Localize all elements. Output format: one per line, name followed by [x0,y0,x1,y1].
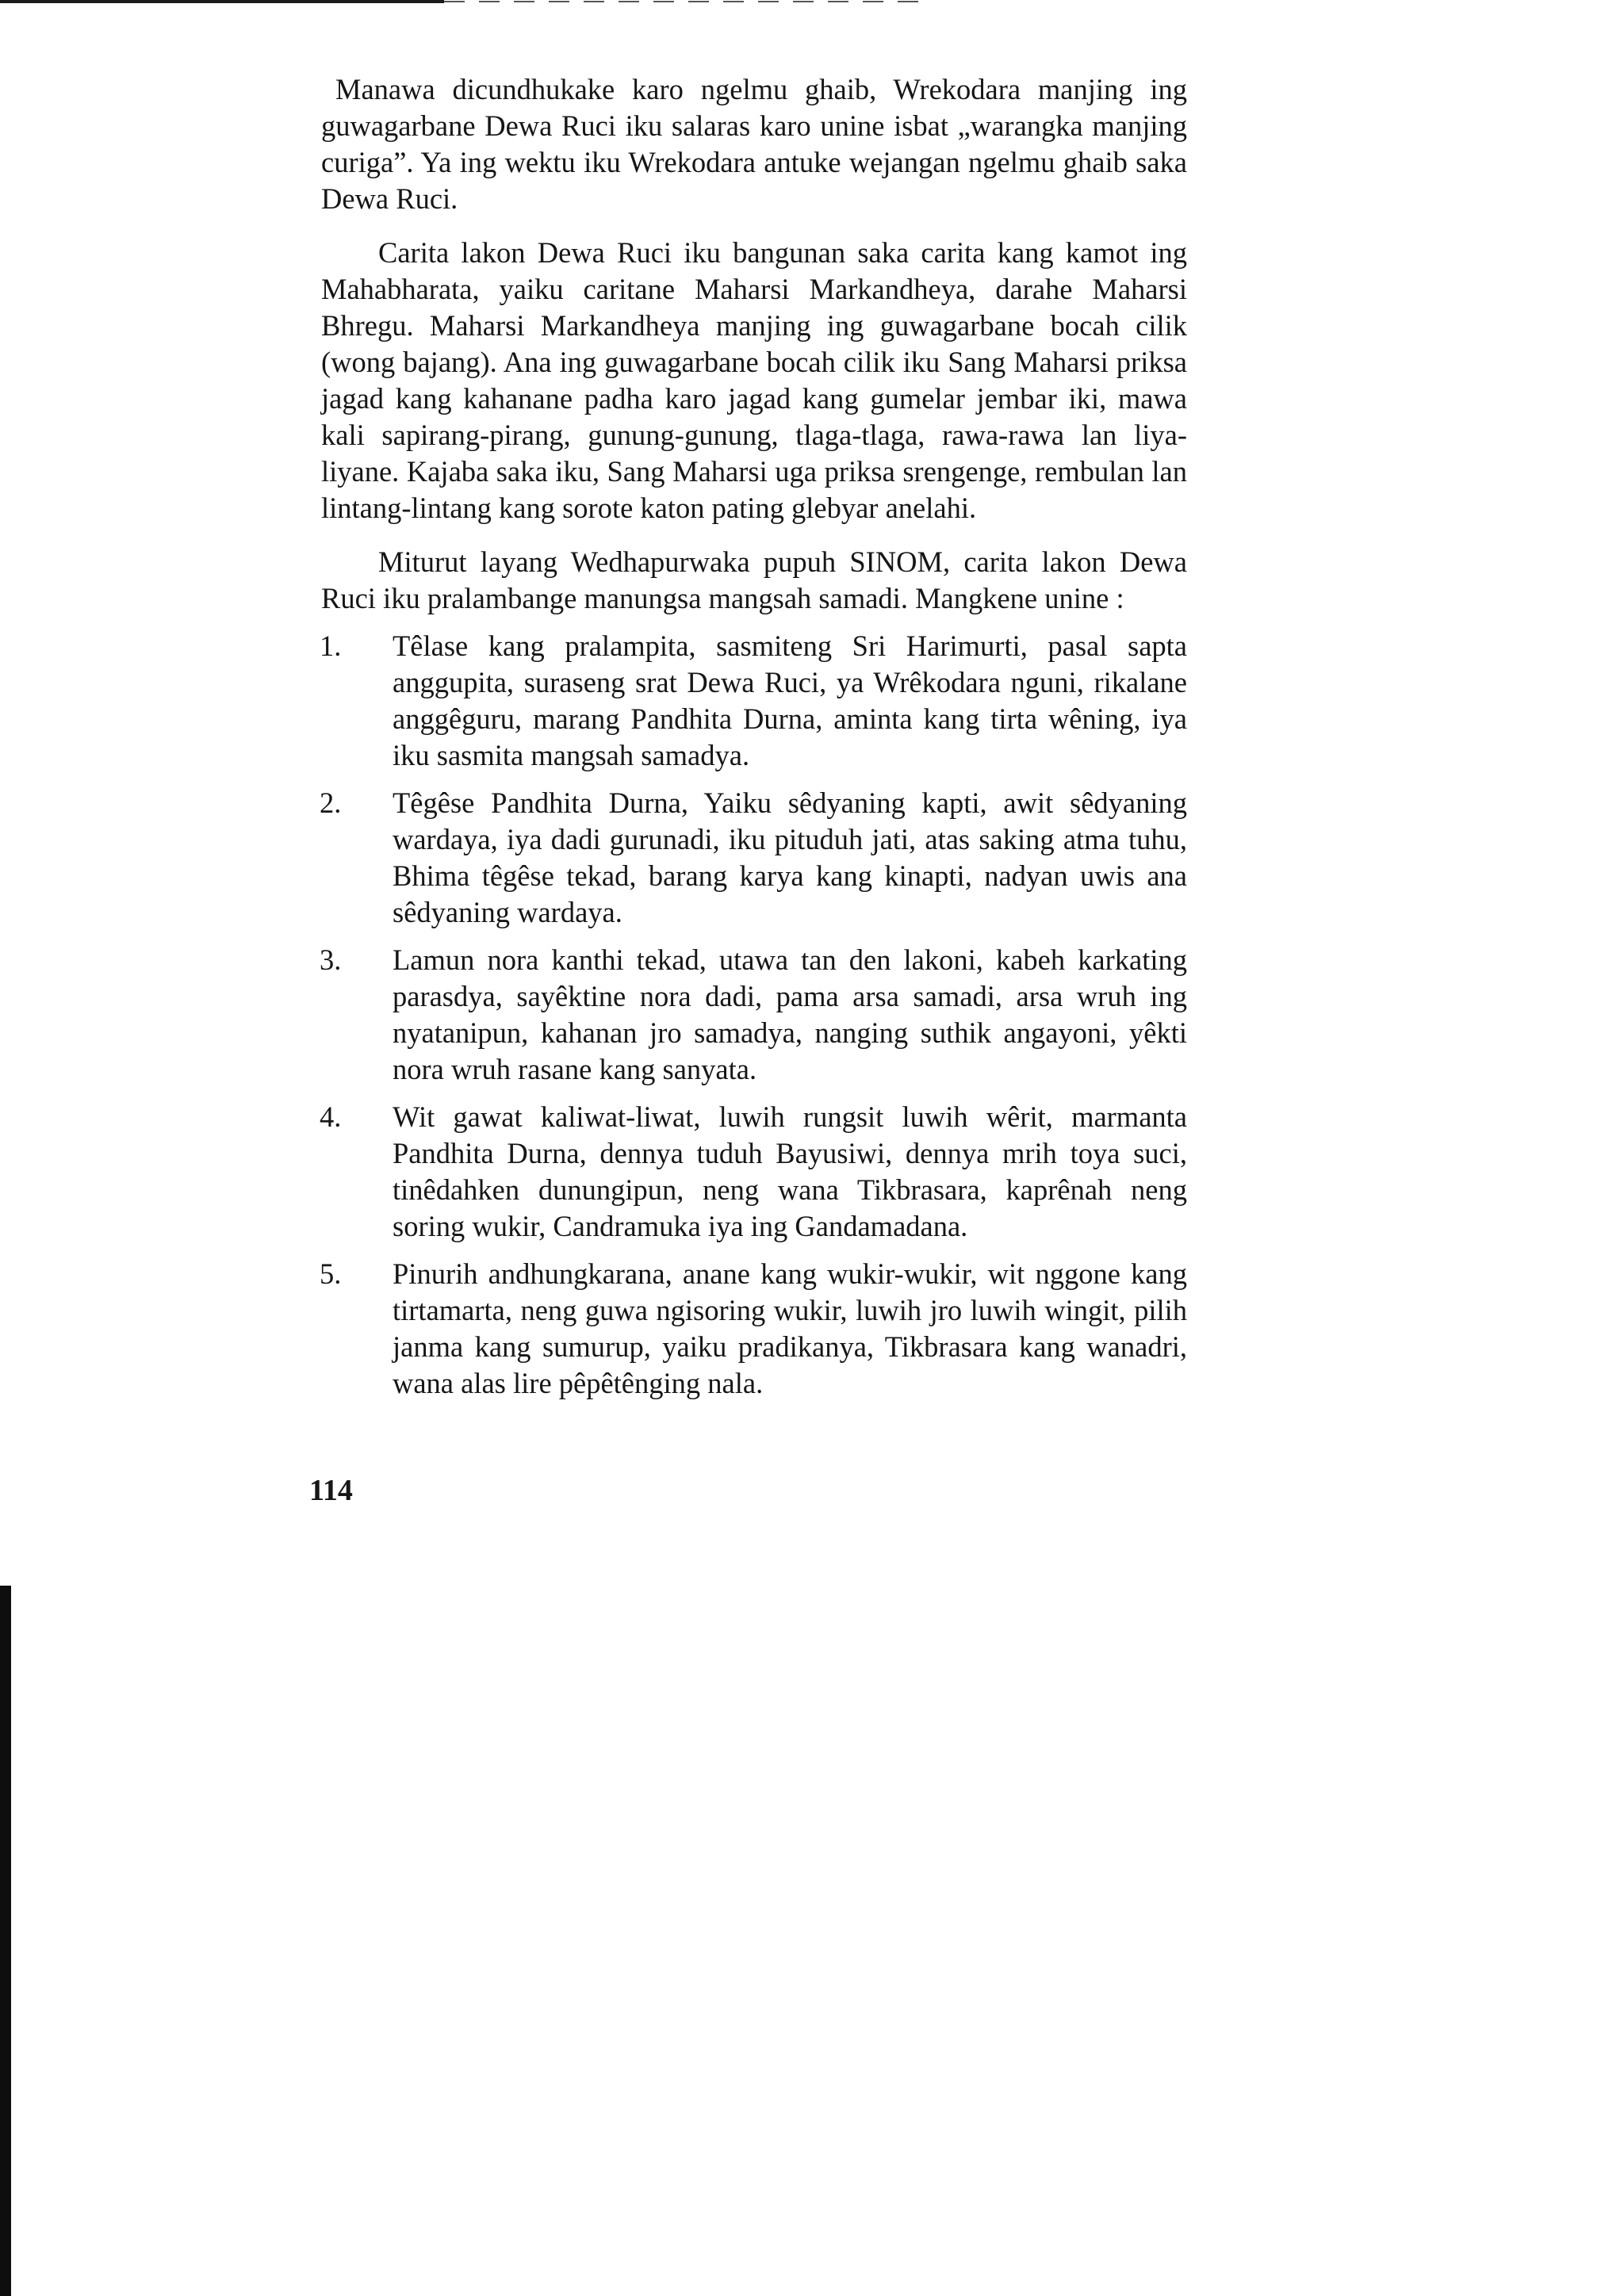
list-item [321,1099,1187,1245]
list-item-text: Têgêse Pandhita Durna, Yaiku sêdyaning kapti, awit sêdyaning wardaya, iya dadi gurunadi, iku pituduh jati, atas saking atma tuhu, Bhima têgêse tekad, barang karya kang kinapti, nadyan uwis ana sêdyaning wardaya. [393,786,1187,928]
list-item-text: Pinurih andhungkarana, anane kang wukir-wukir, wit nggone kang tirtamarta, neng guwa ngisoring wukir, luwih jro luwih wingit, pilih janma kang sumurup, yaiku pradikanya, Tikbrasara kang wanadri, wana alas lire pêpêtênging nala. [393,1257,1187,1399]
scan-left-edge-shadow [0,1586,11,2296]
list-item-text: Wit gawat kaliwat-liwat, luwih rungsit luwih wêrit, marmanta Pandhita Durna, dennya tuduh Bayusiwi, dennya mrih toya suci, tinêdahken dunungipun, neng wana Tikbrasara, kaprênah neng soring wukir, Candramuka iya ing Gandamadana. [393,1100,1187,1242]
list-item [321,1256,1187,1402]
list-item [321,942,1187,1088]
list-item-number: 4. [320,1100,342,1133]
paragraph-1: Manawa dicundhukake karo ngelmu ghaib, Wrekodara manjing ing guwagarbane Dewa Ruci iku salaras karo unine isbat „warangka manjing curiga”. Ya ing wektu iku Wrekodara antuke wejangan ngelmu ghaib saka Dewa Ruci. [321,73,1187,215]
paragraph-2: Carita lakon Dewa Ruci iku bangunan saka carita kang kamot ing Mahabharata, yaiku caritane Maharsi Markandheya, darahe Maharsi Bhregu. Maharsi Markandheya manjing ing guwagarbane bocah cilik (wong bajang). Ana ing guwagarbane bocah cilik iku Sang Maharsi priksa jagad kang kahanane padha karo jagad kang gumelar jembar iki, mawa kali sapirang-pirang, gunung-gunung, tlaga-tlaga, rawa-rawa lan liya-liyane. Kajaba saka iku, Sang Maharsi uga priksa srengenge, rembulan lan lintang-lintang kang sorote katon pating glebyar anelahi. [321,236,1187,524]
scan-top-rule-dashed [444,1,920,2]
list-item-number: 3. [320,943,342,976]
list-item [321,628,1187,774]
list-item-number: 1. [320,629,342,662]
list-item-text: Têlase kang pralampita, sasmiteng Sri Harimurti, pasal sapta anggupita, suraseng srat Dewa Ruci, ya Wrêkodara nguni, rikalane anggêguru, marang Pandhita Durna, aminta kang tirta wêning, iya iku sasmita mangsah samadya. [393,629,1187,771]
paragraph-3: Miturut layang Wedhapurwaka pupuh SINOM, carita lakon Dewa Ruci iku pralambange manungsa mangsah samadi. Mangkene unine : [321,545,1187,614]
list-item-number: 2. [320,786,342,819]
page-number: 114 [309,1474,353,1507]
page-text-column [321,71,1187,1402]
list-item-number: 5. [320,1257,342,1290]
list-item-text: Lamun nora kanthi tekad, utawa tan den lakoni, kabeh karkating parasdya, sayêktine nora dadi, pama arsa samadi, arsa wruh ing nyatanipun, kahanan jro samadya, nanging suthik angayoni, yêkti nora wruh rasane kang sanyata. [393,943,1187,1085]
list-item [321,785,1187,931]
verse-list [321,628,1187,1402]
